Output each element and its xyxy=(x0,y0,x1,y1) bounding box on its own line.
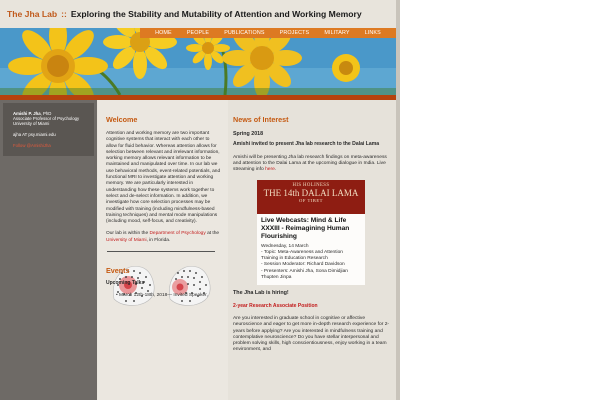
news-column xyxy=(228,100,396,400)
sunflower-banner-image xyxy=(0,28,396,95)
site-name[interactable]: The Jha Lab xyxy=(7,9,58,19)
twitter-follow-link[interactable]: Follow @AmishiJha xyxy=(13,142,51,148)
psychology-dept-link[interactable]: Department of Psychology xyxy=(149,231,206,237)
main-nav xyxy=(140,28,396,38)
profile-email: ajha AT psy.miami.edu xyxy=(13,131,56,137)
upcoming-talk-text: March 12th-18th, 2018— Invited Speaker, xyxy=(119,293,208,298)
sunflower-banner xyxy=(0,28,396,95)
poster-line-2: THE 14th DALAI LAMA xyxy=(263,188,359,199)
site-header xyxy=(0,0,400,28)
hiring-body: Are you interested in graduate school in cognitive or affective neuroscience and eager to get more in-depth research experience for 2-years before applying? Are you interested in mindfulness training and contemplative neuroscience? Do you have stellar interpersonal and problem solving skills, high conscientiousness, enjoy working in a team environment, and xyxy=(233,316,390,353)
poster-line-1: HIS HOLINESS xyxy=(292,183,330,189)
news-body xyxy=(233,155,391,174)
nav-publications[interactable]: PUBLICATIONS xyxy=(224,30,265,36)
upcoming-talk-item xyxy=(116,293,208,298)
lab-location-post: , in Florida. xyxy=(146,237,171,243)
webcast-topic: - Topic: Meta-Awareness and Attention Training in Education Research xyxy=(261,249,343,262)
site-tagline: Exploring the Stability and Mutability of Attention and Working Memory xyxy=(70,9,362,19)
bullet: • xyxy=(116,293,120,298)
profile-degree: , PhD xyxy=(40,111,52,116)
nav-military[interactable]: MILITARY xyxy=(324,30,350,36)
university-link[interactable]: University of Miami xyxy=(106,237,147,243)
nav-home[interactable]: HOME xyxy=(155,30,172,36)
lab-location-text xyxy=(106,231,221,244)
lab-location-mid: at the xyxy=(205,231,220,237)
welcome-text: Attention and working memory are two important cognitive systems that interact with each other to allow for fluid behavior. Whereas attention allows for selection between relevant and irrelevant information, working memory allows relevant information to be maintained and manipulated over time. In our lab we use behavioral methods, event-related potentials, and functional MRI to investigate attention and working memory. We are particularly interested in understanding how these systems work together to select and de-select information. In addition, we investigate how core selection processes may be modified with training (including mindfulness-based training techniques) and mental mode manipulations (including mood, self-focus, and creativity). xyxy=(106,131,221,225)
page-edge xyxy=(396,0,400,400)
profile-title: Associate Professor of Psychology xyxy=(13,116,80,122)
upcoming-talks-heading: Upcoming Talks xyxy=(106,280,145,286)
hiring-heading: The Jha Lab is hiring! xyxy=(233,290,289,296)
nav-people[interactable]: PEOPLE xyxy=(186,30,210,36)
news-body-text: Amishi will be presenting Jha lab research findings on meta-awareness and attention to the Dalai Lama at the upcoming dialogue in India. Live streaming info xyxy=(233,154,387,173)
poster-line-3: OF TIBET xyxy=(299,198,323,204)
nav-projects[interactable]: PROJECTS xyxy=(279,30,310,36)
lab-location-pre: Our lab is within the xyxy=(106,231,150,237)
research-associate-link[interactable]: 2-year Research Associate Position xyxy=(233,303,318,309)
webcast-moderator: - Session Moderator: Richard Davidson xyxy=(261,262,345,268)
dalai-lama-poster[interactable] xyxy=(257,180,365,214)
title-separator: :: xyxy=(61,9,67,19)
section-divider xyxy=(107,251,215,252)
webcast-date: Wednesday, 14 March xyxy=(261,243,309,249)
profile-university: University of Miami xyxy=(13,121,50,127)
welcome-heading: Welcome xyxy=(106,115,138,124)
live-stream-link[interactable]: here xyxy=(265,167,275,173)
webcast-presenters: - Presenters: Amishi Jha, Sona Dimidjian Thupten Jinpa xyxy=(261,268,348,280)
profile-name: Amishi P. Jha xyxy=(13,111,41,116)
sidebar xyxy=(0,100,97,400)
news-body-end: . xyxy=(274,167,277,173)
events-heading: Events xyxy=(106,266,130,275)
webcast-details xyxy=(261,244,361,281)
news-date: Spring 2018 xyxy=(233,131,264,137)
profile-card xyxy=(3,103,94,156)
news-heading: News of Interest xyxy=(233,115,289,124)
welcome-column xyxy=(98,100,228,400)
webcast-title[interactable]: Live Webcasts: Mind & Life XXXIII - Reimagining Human Flourishing xyxy=(261,217,350,240)
news-headline: Amishi invited to present Jha lab research to the Dalai Lama xyxy=(233,141,380,147)
nav-links[interactable]: LINKS xyxy=(364,30,381,36)
webcast-box xyxy=(257,214,365,285)
